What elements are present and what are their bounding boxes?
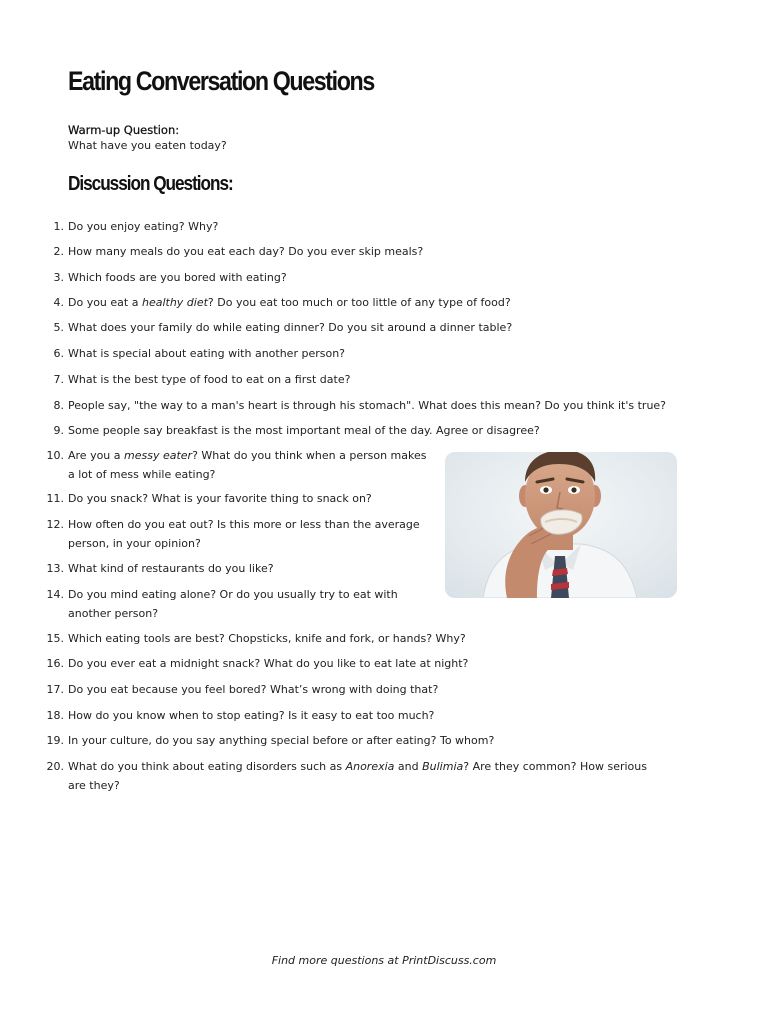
question-number: 6. bbox=[53, 347, 64, 360]
question-fragment: ? Are they common? How serious are they? bbox=[68, 760, 647, 792]
man-eating-illustration bbox=[445, 452, 677, 598]
question-text bbox=[68, 449, 426, 481]
question-number: 11. bbox=[46, 492, 64, 505]
footer-note: Find more questions at PrintDiscuss.com bbox=[271, 954, 497, 967]
question-text bbox=[68, 760, 647, 792]
list-item bbox=[53, 370, 668, 389]
question-fragment: People say, "the way to a man's heart is through his stomach". What does this mean? Do you think it's true? bbox=[68, 399, 667, 412]
list-item bbox=[46, 446, 430, 484]
question-fragment: Do you mind eating alone? Or do you usually try to eat with another person? bbox=[68, 588, 398, 620]
question-text bbox=[68, 347, 345, 360]
question-fragment: How do you know when to stop eating? Is it easy to eat too much? bbox=[68, 709, 435, 722]
question-fragment: How many meals do you eat each day? Do you ever skip meals? bbox=[68, 245, 424, 258]
question-fragment: Some people say breakfast is the most important meal of the day. Agree or disagree? bbox=[68, 424, 540, 437]
list-item bbox=[46, 706, 668, 725]
list-item bbox=[53, 242, 668, 261]
question-emphasis: Anorexia bbox=[345, 760, 395, 773]
question-fragment: ? Do you eat too much or too little of any type of food? bbox=[207, 296, 511, 309]
question-fragment: What is the best type of food to eat on a first date? bbox=[68, 373, 351, 386]
question-fragment: What do you think about eating disorders such as bbox=[68, 760, 346, 773]
question-fragment: How often do you eat out? Is this more or less than the average person, in your opinion? bbox=[68, 518, 420, 550]
question-emphasis: Bulimia bbox=[422, 760, 464, 773]
question-number: 9. bbox=[53, 424, 64, 437]
question-number: 18. bbox=[46, 709, 64, 722]
question-emphasis: healthy diet bbox=[141, 296, 208, 309]
list-item bbox=[53, 217, 668, 236]
question-number: 13. bbox=[46, 562, 64, 575]
list-item bbox=[53, 421, 668, 440]
question-fragment: Are you a bbox=[68, 449, 125, 462]
list-item bbox=[46, 585, 440, 623]
list-item bbox=[46, 680, 668, 699]
question-fragment: What kind of restaurants do you like? bbox=[68, 562, 274, 575]
question-fragment: Do you eat because you feel bored? What’s wrong with doing that? bbox=[68, 683, 439, 696]
question-fragment: and bbox=[394, 760, 423, 773]
question-text bbox=[68, 321, 512, 334]
list-item bbox=[53, 396, 668, 415]
list-item bbox=[46, 629, 668, 648]
question-fragment: Which eating tools are best? Chopsticks, knife and fork, or hands? Why? bbox=[68, 632, 466, 645]
question-text bbox=[68, 683, 438, 696]
question-text bbox=[68, 296, 511, 309]
question-fragment: ? What do you think when a person makes a lot of mess while eating? bbox=[68, 449, 427, 481]
question-number: 3. bbox=[53, 271, 64, 284]
question-number: 19. bbox=[46, 734, 64, 747]
list-item bbox=[53, 344, 668, 363]
question-fragment: What does your family do while eating dinner? Do you sit around a dinner table? bbox=[68, 321, 513, 334]
question-text bbox=[68, 373, 350, 386]
discussion-heading: Discussion Questions: bbox=[68, 173, 233, 195]
question-text bbox=[68, 709, 434, 722]
list-item bbox=[53, 268, 668, 287]
question-fragment: Which foods are you bored with eating? bbox=[68, 271, 287, 284]
question-text bbox=[68, 492, 372, 505]
question-text bbox=[68, 734, 494, 747]
question-number: 2. bbox=[53, 245, 64, 258]
list-item bbox=[46, 489, 430, 508]
question-number: 12. bbox=[46, 518, 64, 531]
list-item bbox=[46, 515, 430, 553]
question-text bbox=[68, 562, 274, 575]
warmup-question: What have you eaten today? bbox=[68, 139, 227, 152]
warmup-label: Warm-up Question: bbox=[68, 123, 180, 137]
question-fragment: Do you eat a bbox=[68, 296, 142, 309]
list-item bbox=[46, 757, 664, 795]
question-fragment: Do you ever eat a midnight snack? What do you like to eat late at night? bbox=[68, 657, 469, 670]
list-item bbox=[46, 731, 668, 750]
question-number: 14. bbox=[46, 588, 64, 601]
question-number: 15. bbox=[46, 632, 64, 645]
man-eating-photo bbox=[445, 452, 677, 598]
question-text bbox=[68, 518, 420, 550]
question-text bbox=[68, 220, 218, 233]
list-item bbox=[46, 654, 668, 673]
list-item bbox=[53, 318, 668, 337]
question-text bbox=[68, 632, 466, 645]
question-emphasis: messy eater bbox=[124, 449, 193, 462]
question-number: 5. bbox=[53, 321, 64, 334]
question-number: 7. bbox=[53, 373, 64, 386]
question-number: 16. bbox=[46, 657, 64, 670]
question-number: 20. bbox=[46, 760, 64, 773]
question-text bbox=[68, 399, 666, 412]
question-fragment: Do you enjoy eating? Why? bbox=[68, 220, 219, 233]
question-number: 10. bbox=[46, 449, 64, 462]
question-fragment: What is special about eating with another person? bbox=[68, 347, 346, 360]
list-item bbox=[46, 559, 430, 578]
list-item bbox=[53, 293, 668, 312]
question-text bbox=[68, 271, 287, 284]
page-title: Eating Conversation Questions bbox=[68, 66, 374, 96]
question-fragment: Do you snack? What is your favorite thing to snack on? bbox=[68, 492, 372, 505]
question-fragment: In your culture, do you say anything special before or after eating? To whom? bbox=[68, 734, 495, 747]
question-number: 4. bbox=[53, 296, 64, 309]
question-text bbox=[68, 588, 398, 620]
question-number: 1. bbox=[53, 220, 64, 233]
question-text bbox=[68, 657, 468, 670]
question-text bbox=[68, 424, 540, 437]
question-text bbox=[68, 245, 423, 258]
question-number: 8. bbox=[53, 399, 64, 412]
question-number: 17. bbox=[46, 683, 64, 696]
